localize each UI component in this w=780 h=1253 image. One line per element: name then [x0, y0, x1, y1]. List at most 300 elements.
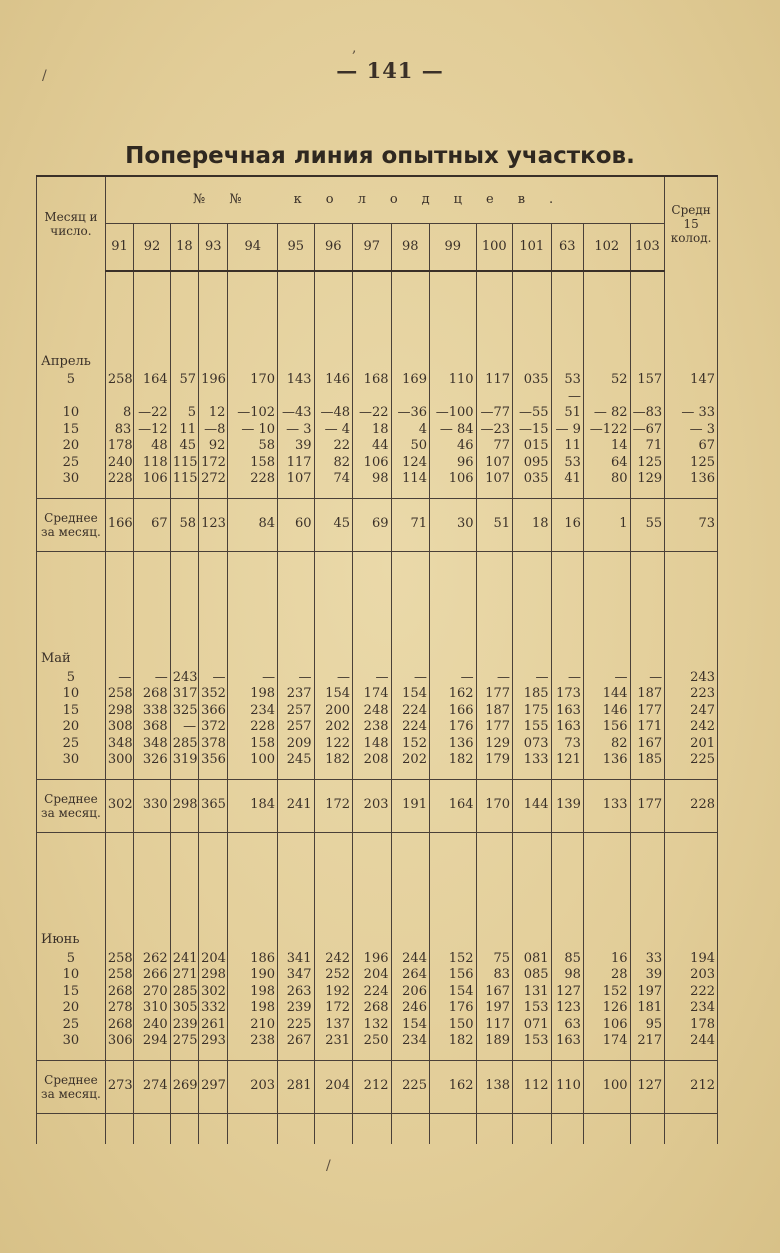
value-cell: 198 — [228, 984, 278, 1001]
blank-cell — [199, 1050, 228, 1061]
well-number-header: 102 — [583, 224, 630, 272]
well-number-header: 95 — [278, 224, 314, 272]
value-cell: 175 — [513, 703, 551, 720]
blank-cell — [105, 551, 133, 570]
average-label: Среднее за месяц. — [37, 498, 106, 551]
blank-cell — [37, 488, 106, 499]
value-cell: 264 — [391, 967, 429, 984]
average-value-cell: 297 — [199, 1060, 228, 1113]
value-cell: 234 — [228, 703, 278, 720]
blank-cell — [551, 832, 583, 851]
day-cell: 25 — [37, 455, 106, 472]
blank-cell — [551, 488, 583, 499]
value-cell: 234 — [391, 1033, 429, 1050]
overall-average-cell: 73 — [665, 498, 718, 551]
blank-cell — [353, 851, 391, 951]
value-cell: 246 — [391, 1000, 429, 1017]
blank-cell — [199, 769, 228, 780]
value-cell: — — [551, 670, 583, 687]
blank-cell — [583, 1113, 630, 1144]
row-average-cell: 201 — [665, 736, 718, 753]
average-value-cell: 84 — [228, 498, 278, 551]
blank-cell — [314, 851, 352, 951]
value-cell: — — [105, 670, 133, 687]
value-cell: —83 — [630, 389, 665, 422]
value-cell: 202 — [391, 752, 429, 769]
blank-cell — [513, 1050, 551, 1061]
average-value-cell: 225 — [391, 1060, 429, 1113]
value-cell: 4 — [391, 422, 429, 439]
table-row — [37, 719, 718, 736]
month-name-row — [37, 271, 718, 372]
value-cell: 210 — [228, 1017, 278, 1034]
value-cell: 268 — [353, 1000, 391, 1017]
table-row — [37, 670, 718, 687]
table-row — [37, 1017, 718, 1034]
value-cell: 82 — [314, 455, 352, 472]
well-number-header: 100 — [476, 224, 512, 272]
month-column-header: Месяц и число. — [37, 176, 106, 271]
value-cell: 268 — [134, 686, 170, 703]
value-cell: 209 — [278, 736, 314, 753]
value-cell: — 3 — [278, 422, 314, 439]
value-cell: 163 — [551, 719, 583, 736]
average-value-cell: 172 — [314, 779, 352, 832]
value-cell: 272 — [199, 471, 228, 488]
value-cell: — — [391, 670, 429, 687]
value-cell: 178 — [105, 438, 133, 455]
value-cell: 143 — [278, 372, 314, 389]
value-cell: 152 — [429, 951, 476, 968]
value-cell: 107 — [278, 471, 314, 488]
row-average-cell: 178 — [665, 1017, 718, 1034]
blank-cell — [665, 551, 718, 570]
value-cell: 366 — [199, 703, 228, 720]
value-cell: 186 — [228, 951, 278, 968]
value-cell: 177 — [630, 703, 665, 720]
value-cell: 197 — [476, 1000, 512, 1017]
value-cell: 126 — [583, 1000, 630, 1017]
value-cell: 308 — [105, 719, 133, 736]
blank-cell — [314, 570, 352, 670]
value-cell: —22 — [134, 389, 170, 422]
value-cell: 204 — [353, 967, 391, 984]
blank-cell — [37, 1050, 106, 1061]
value-cell: —55 — [513, 389, 551, 422]
value-cell: 258 — [105, 951, 133, 968]
value-cell: 154 — [391, 686, 429, 703]
day-cell: 20 — [37, 1000, 106, 1017]
well-number-header: 103 — [630, 224, 665, 272]
blank-cell — [513, 488, 551, 499]
value-cell: 28 — [583, 967, 630, 984]
row-average-cell: 247 — [665, 703, 718, 720]
value-cell: 115 — [170, 455, 198, 472]
blank-cell — [228, 851, 278, 951]
monthly-average-row — [37, 498, 718, 551]
value-cell: 278 — [105, 1000, 133, 1017]
value-cell: 8 — [105, 389, 133, 422]
value-cell: 348 — [134, 736, 170, 753]
value-cell: 200 — [314, 703, 352, 720]
value-cell: 33 — [630, 951, 665, 968]
value-cell: 100 — [228, 752, 278, 769]
value-cell: 144 — [583, 686, 630, 703]
row-average-cell: 136 — [665, 471, 718, 488]
data-table — [36, 175, 718, 1144]
well-number-header: 63 — [551, 224, 583, 272]
value-cell: 174 — [583, 1033, 630, 1050]
value-cell: 124 — [391, 455, 429, 472]
value-cell: 173 — [551, 686, 583, 703]
value-cell: 258 — [105, 967, 133, 984]
value-cell: 167 — [476, 984, 512, 1001]
value-cell: —23 — [476, 422, 512, 439]
average-value-cell: 166 — [105, 498, 133, 551]
value-cell: 202 — [314, 719, 352, 736]
value-cell: 192 — [314, 984, 352, 1001]
value-cell: —8 — [199, 422, 228, 439]
value-cell: 243 — [170, 670, 198, 687]
average-value-cell: 18 — [513, 498, 551, 551]
blank-cell — [513, 551, 551, 570]
blank-cell — [314, 488, 352, 499]
value-cell: 182 — [314, 752, 352, 769]
value-cell: 257 — [278, 703, 314, 720]
value-cell: 238 — [228, 1033, 278, 1050]
blank-cell — [630, 570, 665, 670]
value-cell: 172 — [199, 455, 228, 472]
value-cell: 16 — [583, 951, 630, 968]
value-cell: 163 — [551, 703, 583, 720]
value-cell: 163 — [551, 1033, 583, 1050]
blank-cell — [476, 271, 512, 372]
row-average-cell: 243 — [665, 670, 718, 687]
blank-cell — [665, 570, 718, 670]
average-value-cell: 139 — [551, 779, 583, 832]
value-cell: 52 — [583, 372, 630, 389]
blank-cell — [170, 1113, 198, 1144]
wells-label: №№ колодцев. — [192, 191, 578, 207]
value-cell: —22 — [353, 389, 391, 422]
value-cell: 240 — [105, 455, 133, 472]
value-cell: 132 — [353, 1017, 391, 1034]
blank-cell — [353, 1113, 391, 1144]
value-cell: 172 — [314, 1000, 352, 1017]
value-cell: 224 — [391, 719, 429, 736]
value-cell: 378 — [199, 736, 228, 753]
value-cell: 107 — [476, 455, 512, 472]
value-cell: — — [476, 670, 512, 687]
value-cell: 262 — [134, 951, 170, 968]
value-cell: 114 — [391, 471, 429, 488]
value-cell: 306 — [105, 1033, 133, 1050]
blank-cell — [583, 851, 630, 951]
blank-cell — [278, 271, 314, 372]
average-value-cell: 204 — [314, 1060, 352, 1113]
average-value-cell: 30 — [429, 498, 476, 551]
table-row — [37, 438, 718, 455]
value-cell: — — [513, 670, 551, 687]
blank-cell — [199, 271, 228, 372]
value-cell: 267 — [278, 1033, 314, 1050]
blank-cell — [551, 1050, 583, 1061]
blank-cell — [278, 851, 314, 951]
blank-cell — [199, 832, 228, 851]
blank-cell — [513, 851, 551, 951]
average-value-cell: 203 — [228, 1060, 278, 1113]
value-cell: 035 — [513, 372, 551, 389]
value-cell: 198 — [228, 1000, 278, 1017]
value-cell: 347 — [278, 967, 314, 984]
value-cell: 189 — [476, 1033, 512, 1050]
average-value-cell: 1 — [583, 498, 630, 551]
value-cell: — — [353, 670, 391, 687]
average-value-cell: 365 — [199, 779, 228, 832]
value-cell: 326 — [134, 752, 170, 769]
average-value-cell: 281 — [278, 1060, 314, 1113]
blank-cell — [278, 488, 314, 499]
value-cell: — — [314, 670, 352, 687]
value-cell: 228 — [105, 471, 133, 488]
overall-average-cell: 228 — [665, 779, 718, 832]
value-cell: 240 — [134, 1017, 170, 1034]
blank-cell — [37, 1113, 106, 1144]
value-cell: 352 — [199, 686, 228, 703]
well-number-header: 92 — [134, 224, 170, 272]
value-cell: 310 — [134, 1000, 170, 1017]
blank-cell — [665, 851, 718, 951]
blank-cell — [630, 271, 665, 372]
gap-row — [37, 551, 718, 570]
value-cell: 57 — [170, 372, 198, 389]
blank-cell — [429, 832, 476, 851]
value-cell: 285 — [170, 984, 198, 1001]
value-cell: 131 — [513, 984, 551, 1001]
value-cell: —15 — [513, 422, 551, 439]
value-cell: 122 — [314, 736, 352, 753]
value-cell: 177 — [476, 686, 512, 703]
value-cell: 187 — [630, 686, 665, 703]
spacer-row — [37, 488, 718, 499]
day-cell: 25 — [37, 1017, 106, 1034]
day-cell: 10 — [37, 389, 106, 422]
blank-cell — [134, 488, 170, 499]
blank-cell — [353, 769, 391, 780]
average-value-cell: 177 — [630, 779, 665, 832]
value-cell: 115 — [170, 471, 198, 488]
value-cell: — — [170, 719, 198, 736]
value-cell: 167 — [630, 736, 665, 753]
value-cell: 228 — [228, 719, 278, 736]
value-cell: 258 — [105, 372, 133, 389]
value-cell: 129 — [630, 471, 665, 488]
average-value-cell: 112 — [513, 1060, 551, 1113]
blank-cell — [37, 769, 106, 780]
day-cell: 30 — [37, 471, 106, 488]
value-cell: 245 — [278, 752, 314, 769]
blank-cell — [134, 769, 170, 780]
table-row — [37, 951, 718, 968]
value-cell: 117 — [476, 372, 512, 389]
row-average-cell: 147 — [665, 372, 718, 389]
value-cell: 182 — [429, 752, 476, 769]
value-cell: 157 — [630, 372, 665, 389]
blank-cell — [199, 570, 228, 670]
value-cell: 298 — [199, 967, 228, 984]
value-cell: 270 — [134, 984, 170, 1001]
day-cell: 15 — [37, 422, 106, 439]
table-row — [37, 736, 718, 753]
average-value-cell: 273 — [105, 1060, 133, 1113]
value-cell: 224 — [353, 984, 391, 1001]
value-cell: 248 — [353, 703, 391, 720]
value-cell: 185 — [513, 686, 551, 703]
blank-cell — [199, 488, 228, 499]
value-cell: 137 — [314, 1017, 352, 1034]
value-cell: 153 — [513, 1000, 551, 1017]
average-value-cell: 144 — [513, 779, 551, 832]
value-cell: — 9 — [551, 422, 583, 439]
value-cell: 39 — [630, 967, 665, 984]
value-cell: 266 — [134, 967, 170, 984]
value-cell: — 82 — [583, 389, 630, 422]
blank-cell — [391, 551, 429, 570]
value-cell: 224 — [391, 703, 429, 720]
table-row — [37, 686, 718, 703]
value-cell: 081 — [513, 951, 551, 968]
blank-cell — [353, 488, 391, 499]
average-value-cell: 162 — [429, 1060, 476, 1113]
day-cell: 30 — [37, 752, 106, 769]
value-cell: 275 — [170, 1033, 198, 1050]
monthly-average-row — [37, 1060, 718, 1113]
average-value-cell: 100 — [583, 1060, 630, 1113]
blank-cell — [476, 488, 512, 499]
blank-cell — [134, 1113, 170, 1144]
value-cell: 250 — [353, 1033, 391, 1050]
value-cell: 293 — [199, 1033, 228, 1050]
day-cell: 10 — [37, 967, 106, 984]
row-average-cell: 242 — [665, 719, 718, 736]
blank-cell — [630, 488, 665, 499]
day-cell: 20 — [37, 719, 106, 736]
value-cell: 356 — [199, 752, 228, 769]
row-average-cell: 223 — [665, 686, 718, 703]
value-cell: 158 — [228, 455, 278, 472]
value-cell: 53 — [551, 372, 583, 389]
blank-cell — [476, 769, 512, 780]
blank-cell — [583, 271, 630, 372]
value-cell: — 10 — [228, 422, 278, 439]
blank-cell — [665, 1113, 718, 1144]
well-number-header: 96 — [314, 224, 352, 272]
well-number-header: 18 — [170, 224, 198, 272]
value-cell: 46 — [429, 438, 476, 455]
blank-cell — [551, 1113, 583, 1144]
value-cell: 244 — [391, 951, 429, 968]
value-cell: 325 — [170, 703, 198, 720]
blank-cell — [105, 488, 133, 499]
value-cell: 285 — [170, 736, 198, 753]
average-value-cell: 58 — [170, 498, 198, 551]
blank-cell — [314, 832, 352, 851]
value-cell: 18 — [353, 422, 391, 439]
value-cell: 39 — [278, 438, 314, 455]
value-cell: 198 — [228, 686, 278, 703]
month-name: Июнь — [37, 851, 106, 951]
value-cell: 196 — [199, 372, 228, 389]
average-value-cell: 212 — [353, 1060, 391, 1113]
blank-cell — [391, 851, 429, 951]
value-cell: 77 — [476, 438, 512, 455]
value-cell: 341 — [278, 951, 314, 968]
value-cell: 146 — [583, 703, 630, 720]
value-cell: 53 — [551, 455, 583, 472]
value-cell: 14 — [583, 438, 630, 455]
value-cell: 150 — [429, 1017, 476, 1034]
value-cell: — — [199, 670, 228, 687]
blank-cell — [278, 769, 314, 780]
value-cell: 156 — [429, 967, 476, 984]
value-cell: 83 — [476, 967, 512, 984]
value-cell: 44 — [353, 438, 391, 455]
table-row — [37, 389, 718, 422]
value-cell: 241 — [170, 951, 198, 968]
table-body — [37, 271, 718, 1144]
value-cell: — 84 — [429, 422, 476, 439]
blank-cell — [583, 832, 630, 851]
blank-cell — [630, 832, 665, 851]
blank-cell — [630, 769, 665, 780]
value-cell: 372 — [199, 719, 228, 736]
average-value-cell: 55 — [630, 498, 665, 551]
blank-cell — [170, 851, 198, 951]
table-row — [37, 967, 718, 984]
blank-cell — [199, 551, 228, 570]
value-cell: — — [278, 670, 314, 687]
value-cell: —51 — [551, 389, 583, 422]
month-name-row — [37, 851, 718, 951]
average-value-cell: 123 — [199, 498, 228, 551]
value-cell: 268 — [105, 1017, 133, 1034]
blank-cell — [314, 769, 352, 780]
value-cell: 071 — [513, 1017, 551, 1034]
blank-cell — [429, 1050, 476, 1061]
blank-cell — [134, 271, 170, 372]
blank-cell — [513, 570, 551, 670]
value-cell: 169 — [391, 372, 429, 389]
blank-cell — [134, 851, 170, 951]
blank-cell — [551, 551, 583, 570]
value-cell: 50 — [391, 438, 429, 455]
value-cell: 187 — [476, 703, 512, 720]
spacer-row — [37, 1050, 718, 1061]
blank-cell — [353, 570, 391, 670]
blank-cell — [228, 488, 278, 499]
value-cell: 125 — [630, 455, 665, 472]
value-cell: 196 — [353, 951, 391, 968]
average-value-cell: 71 — [391, 498, 429, 551]
monthly-average-row — [37, 779, 718, 832]
blank-cell — [476, 851, 512, 951]
value-cell: 74 — [314, 471, 352, 488]
blank-cell — [278, 551, 314, 570]
blank-cell — [476, 1050, 512, 1061]
day-cell: 15 — [37, 703, 106, 720]
value-cell: —67 — [630, 422, 665, 439]
value-cell: 261 — [199, 1017, 228, 1034]
